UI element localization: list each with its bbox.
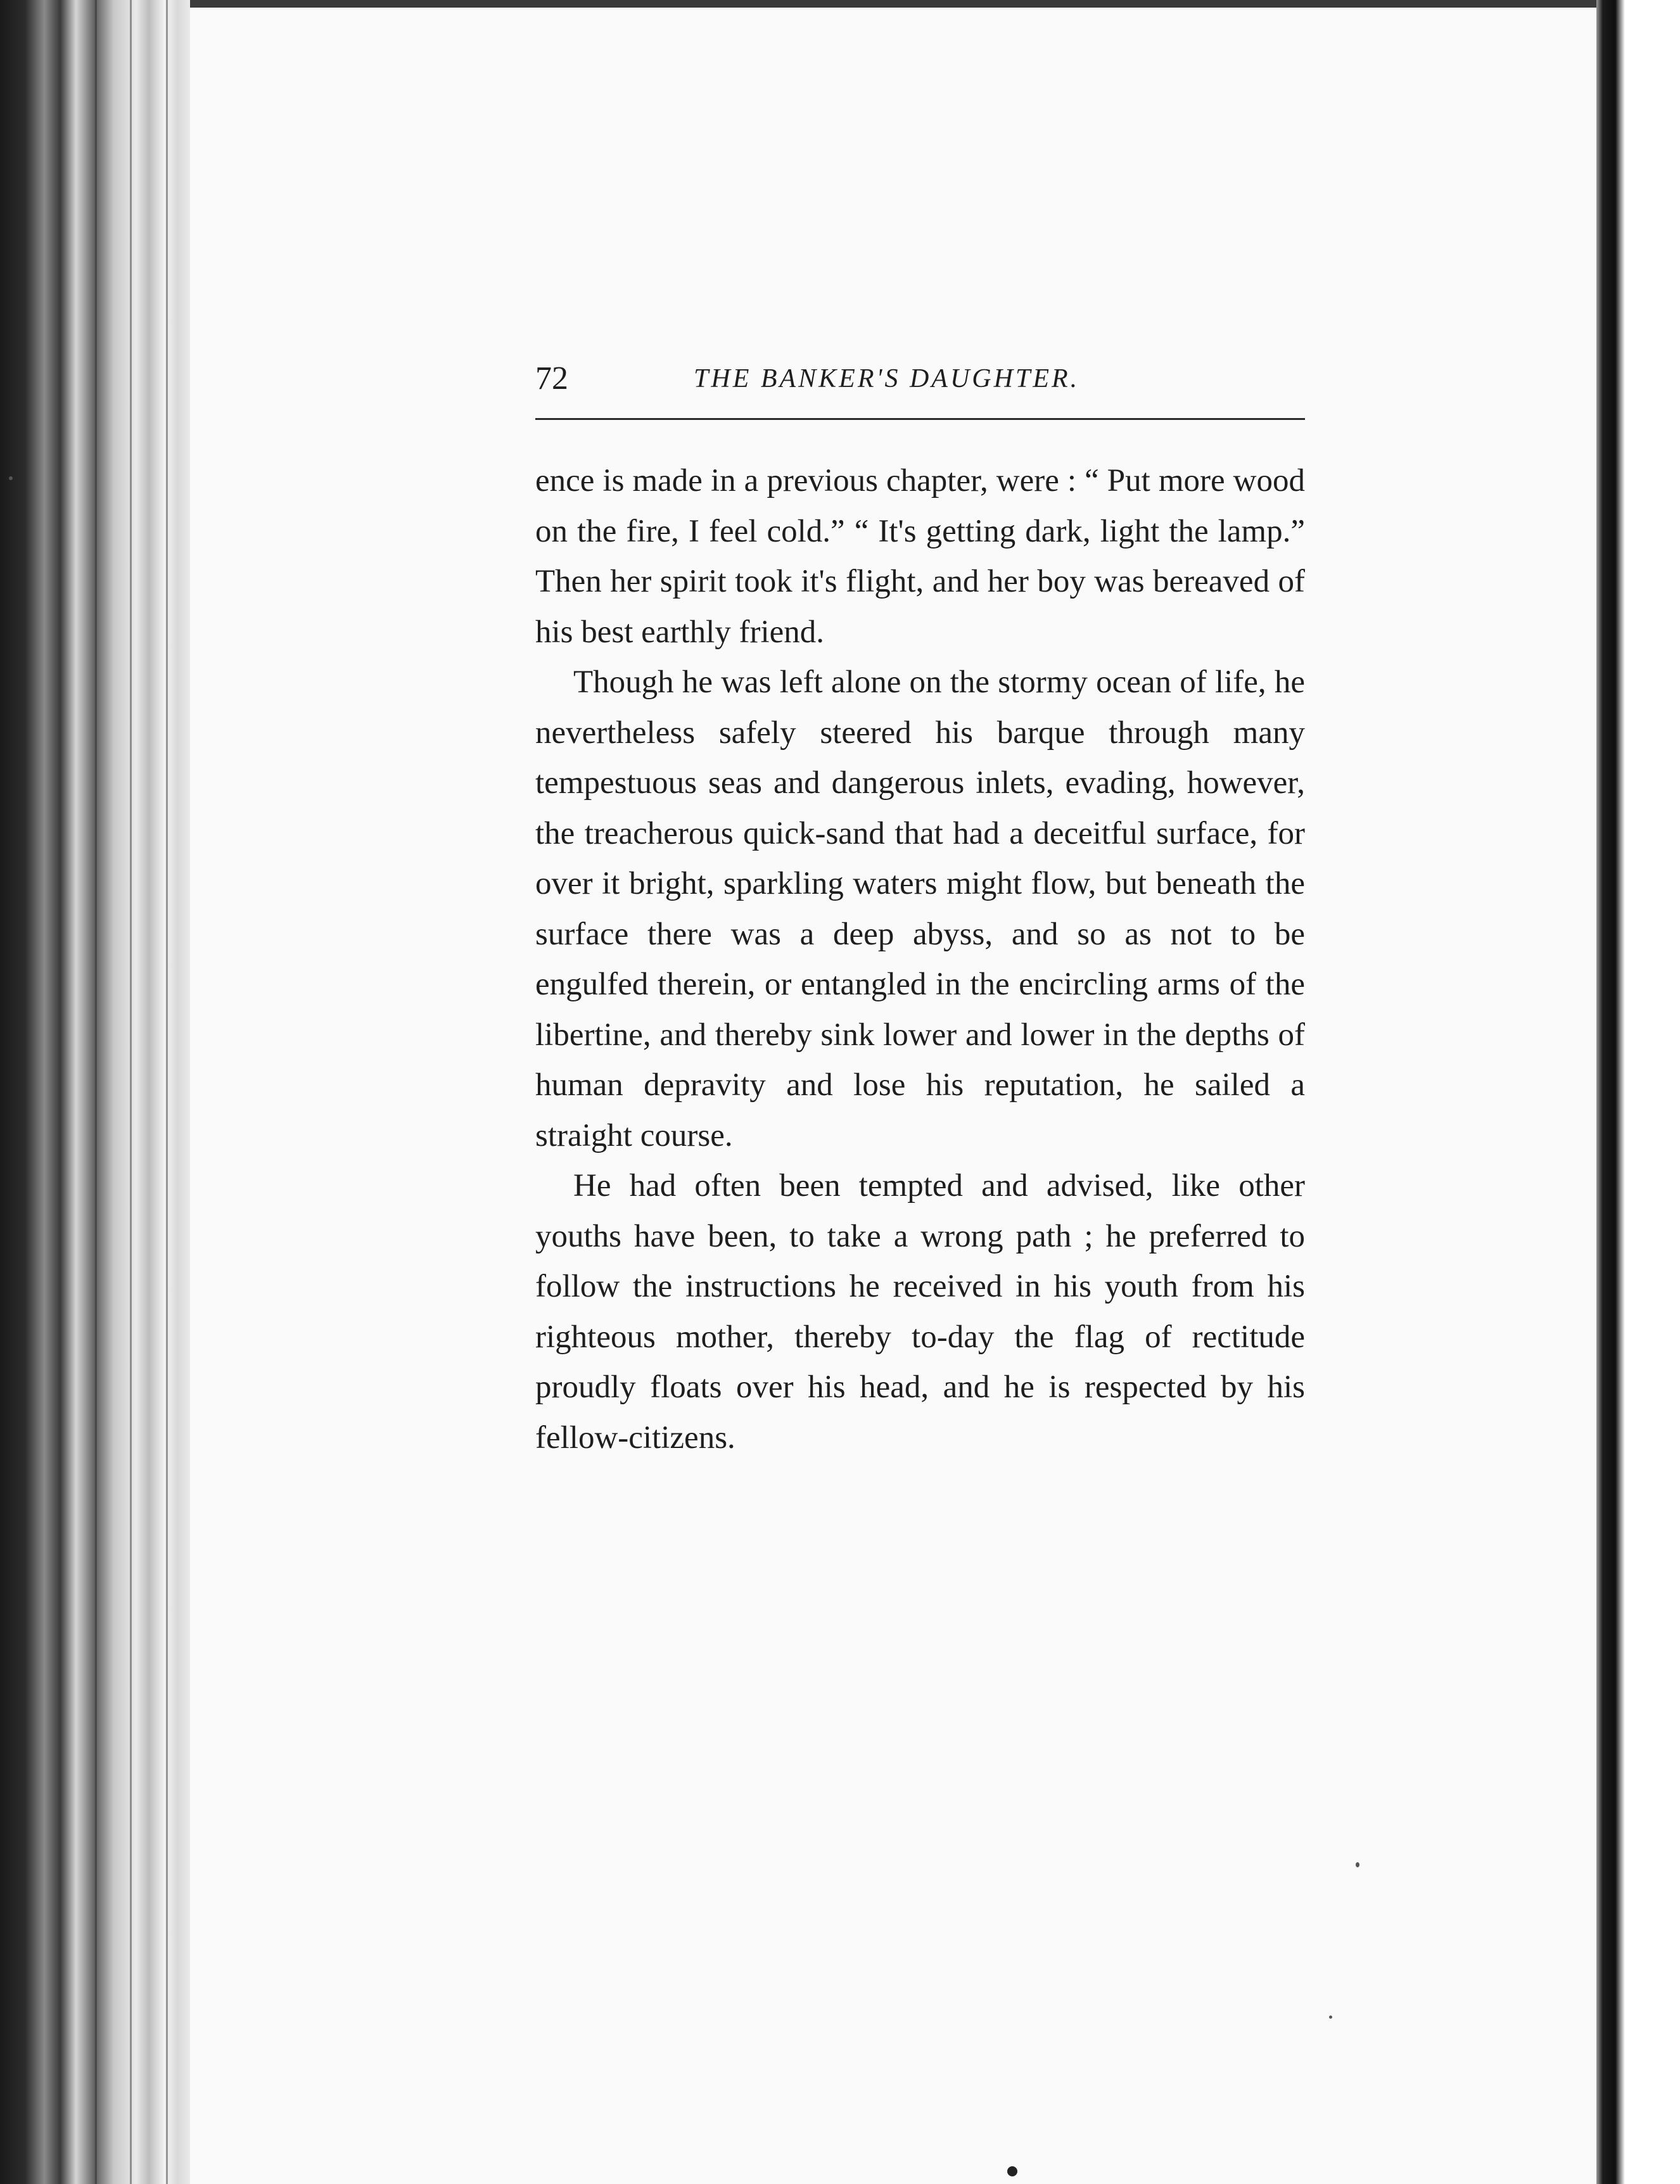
running-title: THE BANKER'S DAUGHTER.: [694, 364, 1080, 393]
paragraph: He had often been tempted and advised, like other youths have been, to take a wrong path ; he preferred to follow the instructions he received in his youth from his righteous mother, thereby to-day the flag of rectitude proudly floats over his head, and he is respected by his fellow-citizens.: [535, 1168, 1305, 1456]
scan-speck: [9, 476, 13, 480]
binding-line: [95, 0, 97, 2184]
page-right-edge: [1596, 0, 1680, 2184]
binding-line: [166, 0, 168, 2184]
page-header: [535, 360, 1305, 404]
paragraph: Though he was left alone on the stormy ocean of life, he nevertheless safely steered his barque through many tempestuous seas and dangerous inlets, evading, however, the treacherous quick-sand that had a deceitful surface, for over it bright, sparkling waters might flow, but beneath the surface there was a deep abyss, and so as not to be engulfed therein, or entangled in the encircling arms of the libertine, and thereby sink lower and lower in the depths of human depravity and lose his reputation, he sailed a straight course.: [535, 664, 1305, 1153]
paragraph: ence is made in a previous chapter, were : “ Put more wood on the fire, I feel cold.” “ It's getting dark, light the lamp.” Then her spirit took it's flight, and her boy was bereaved of his best earthly friend.: [535, 463, 1305, 650]
header-rule: [535, 418, 1305, 420]
scan-speck: [1356, 1862, 1359, 1867]
binding-line: [130, 0, 132, 2184]
scan-speck: [1007, 2166, 1017, 2176]
body-text: [535, 456, 1305, 1463]
scan-speck: [1329, 2016, 1332, 2019]
page-number: 72: [535, 360, 568, 397]
